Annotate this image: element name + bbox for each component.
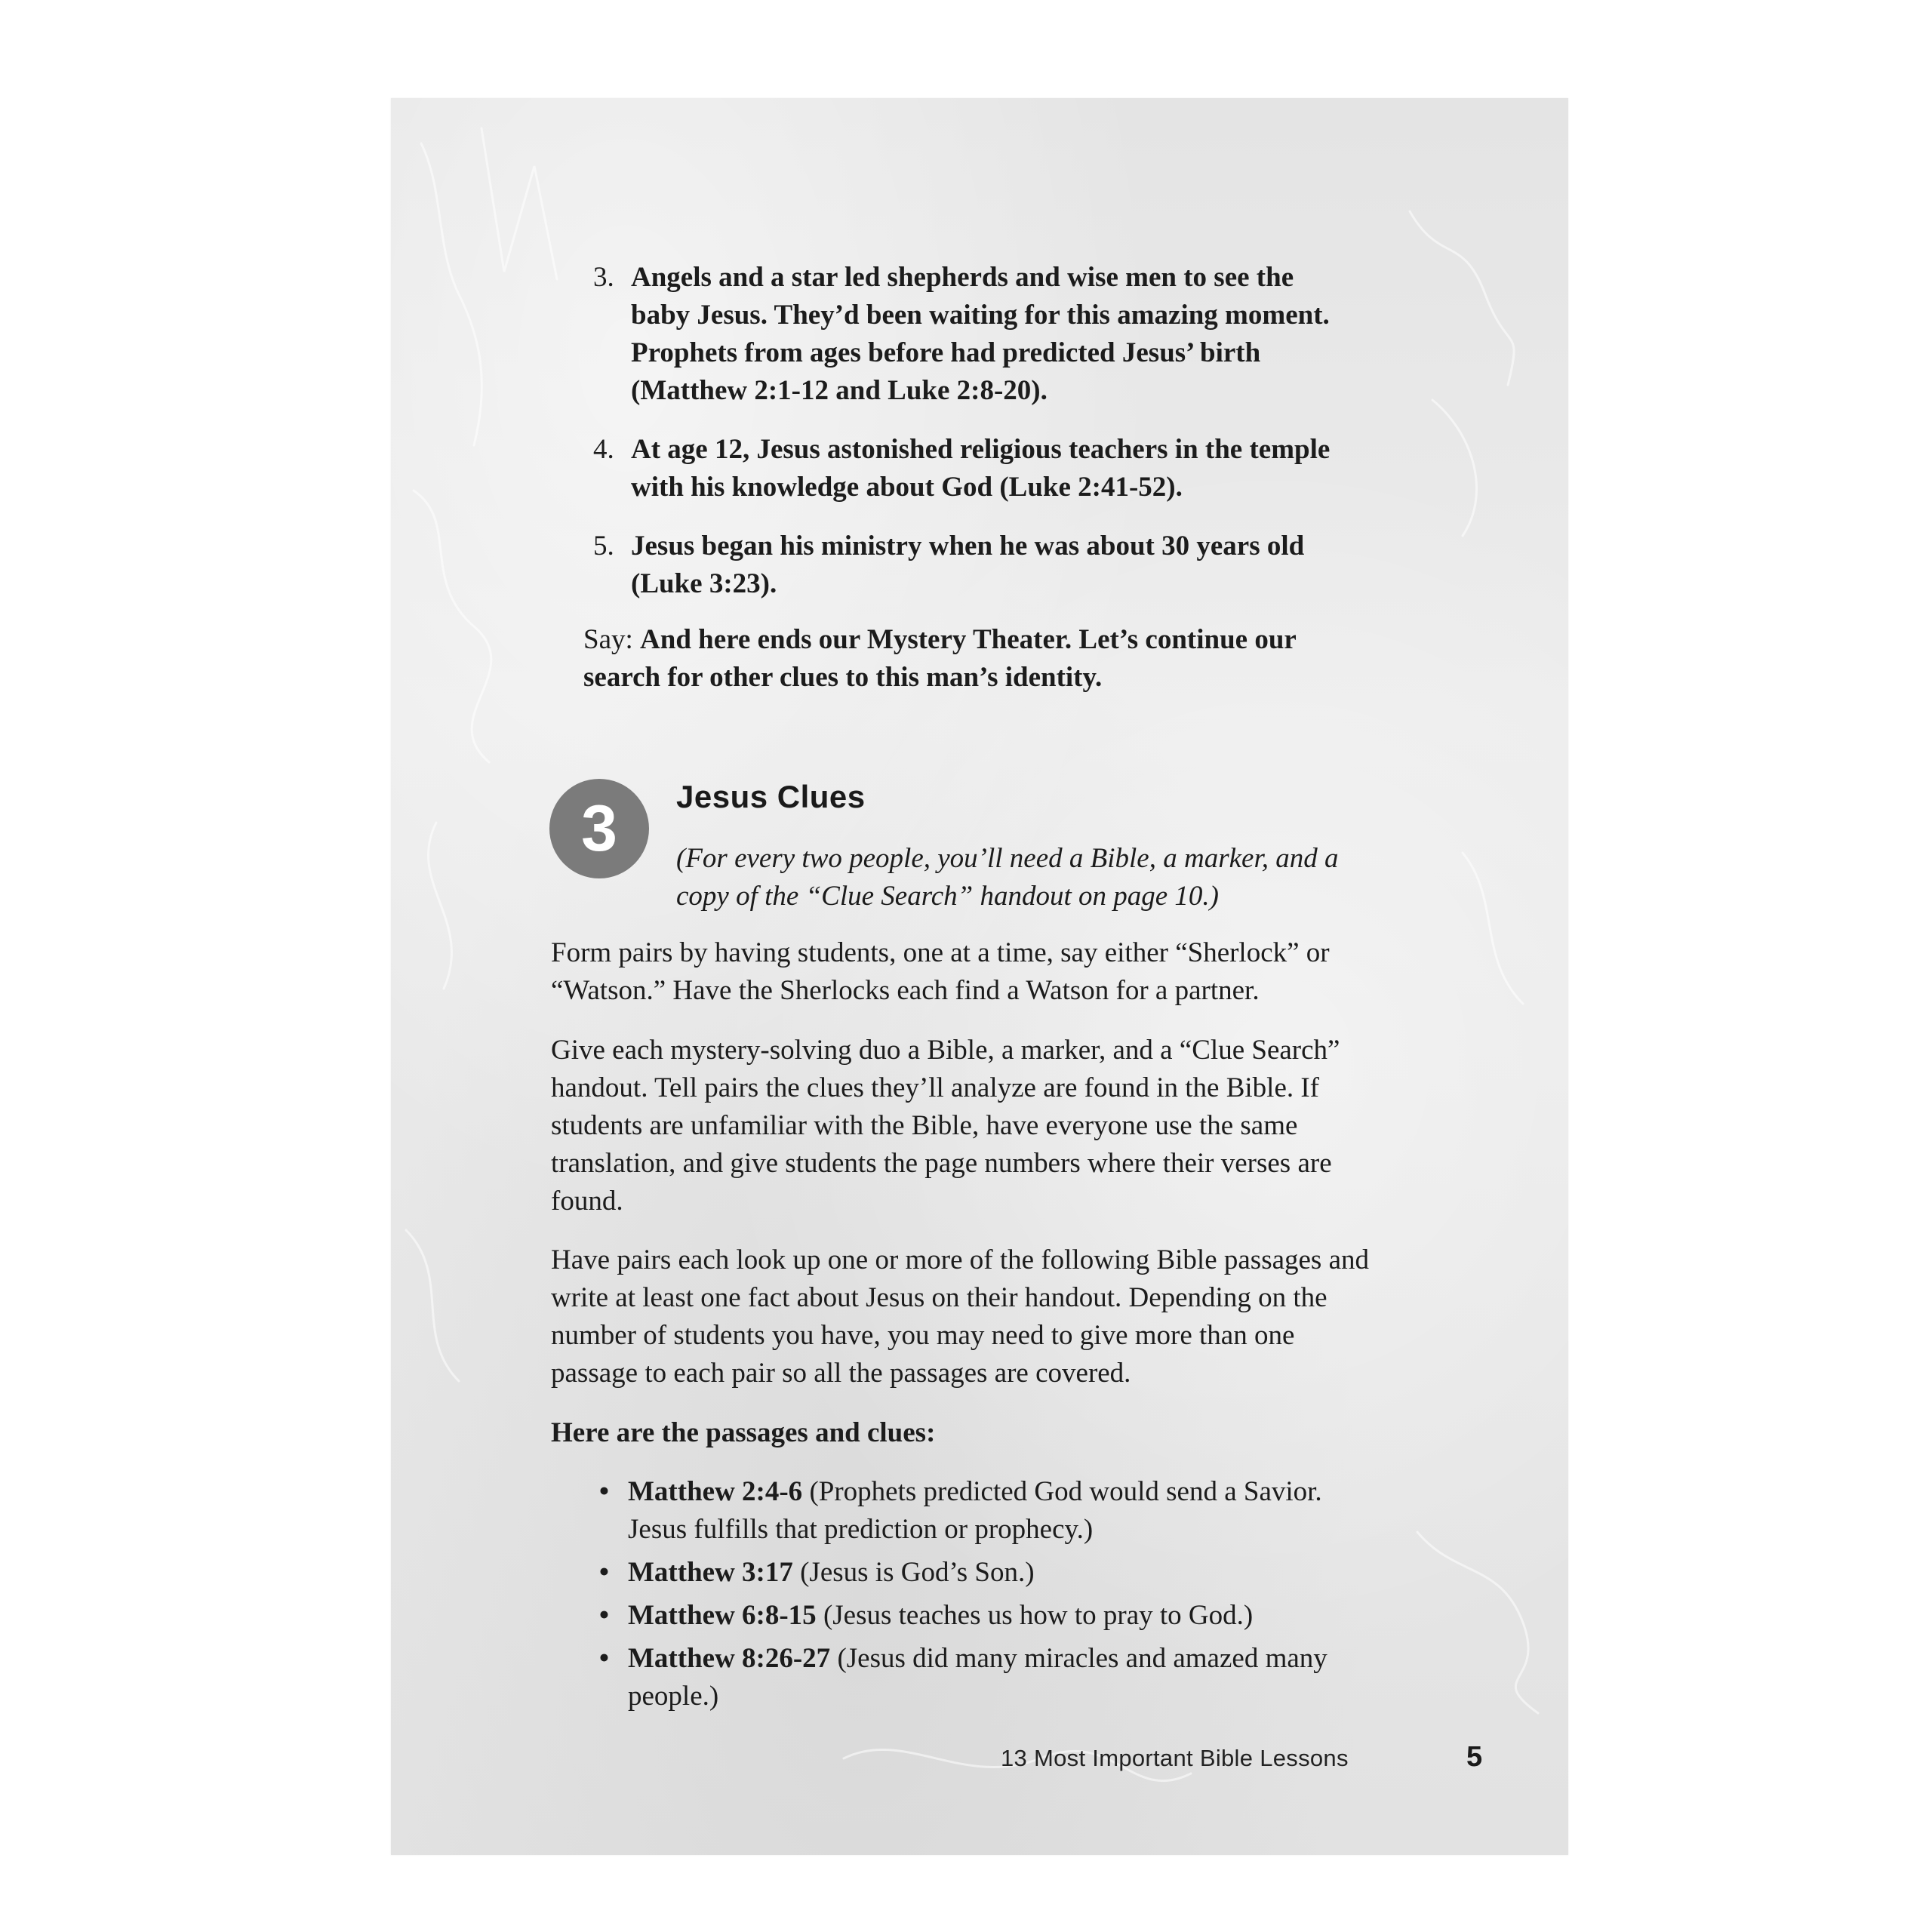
passage-item [593,1554,1378,1592]
passages-list [593,1473,1378,1721]
footer-book-title: 13 Most Important Bible Lessons [1001,1745,1349,1771]
passage-item [593,1640,1378,1715]
passage-clue: (Prophets predicted God would send a Savior. Jesus fulfills that prediction or prophecy.) [628,1476,1322,1545]
step-number-badge: 3 [549,779,649,878]
document-page [391,98,1568,1855]
supplies-note: (For every two people, you’ll need a Bible, a marker, and a copy of the “Clue Search” handout on page 10.) [676,843,1339,912]
bullet-icon: • [599,1557,609,1588]
passage-reference: Matthew 3:17 [628,1557,793,1588]
list-item-text: Angels and a star led shepherds and wise men to see the baby Jesus. They’d been waiting for this amazing moment. Prophets from ages before had predicted Jesus’ birth (Matthew 2:1-12 and Luke 2:8-20). [631,262,1330,406]
passage-reference: Matthew 8:26-27 [628,1643,831,1674]
list-item [593,431,1348,506]
list-item-text: At age 12, Jesus astonished religious teachers in the temple with his knowledge about God (Luke 2:41-52). [631,434,1331,503]
instruction-paragraph: Give each mystery-solving duo a Bible, a marker, and a “Clue Search” handout. Tell pairs the clues they’ll analyze are found in the Bible. If students are unfamiliar with the Bible, have everyone use the same translation, and give students the page numbers where their verses are found. [551,1035,1340,1217]
passage-reference: Matthew 6:8-15 [628,1600,817,1631]
passage-clue: (Jesus teaches us how to pray to God.) [823,1600,1254,1631]
list-item-text: Jesus began his ministry when he was about 30 years old (Luke 3:23). [631,531,1305,599]
page-number: 5 [1466,1741,1483,1773]
passage-reference: Matthew 2:4-6 [628,1476,803,1507]
list-item-number: 5. [593,531,614,561]
passages-heading: Here are the passages and clues: [551,1417,936,1448]
say-label: Say: [583,624,633,655]
bullet-icon: • [599,1476,609,1507]
bullet-icon: • [599,1643,609,1674]
list-item [593,528,1348,603]
numbered-list [593,259,1348,624]
list-item [593,259,1348,410]
instruction-paragraph: Form pairs by having students, one at a time, say either “Sherlock” or “Watson.” Have the Sherlocks each find a Watson for a partner. [551,937,1330,1006]
passage-clue: (Jesus is God’s Son.) [800,1557,1035,1588]
say-text: And here ends our Mystery Theater. Let’s continue our search for other clues to this man’s identity. [583,624,1297,693]
passage-item [593,1473,1378,1549]
list-item-number: 4. [593,434,614,465]
bullet-icon: • [599,1600,609,1631]
list-item-number: 3. [593,262,614,293]
instruction-paragraph: Have pairs each look up one or more of the following Bible passages and write at least one fact about Jesus on their handout. Depending on the number of students you have, you may need to give more than one passage to each pair so all the passages are covered. [551,1244,1370,1389]
passage-clue: (Jesus did many miracles and amazed many people.) [628,1643,1327,1712]
say-paragraph [583,621,1368,697]
passage-item [593,1597,1378,1635]
section-title: Jesus Clues [676,779,866,814]
